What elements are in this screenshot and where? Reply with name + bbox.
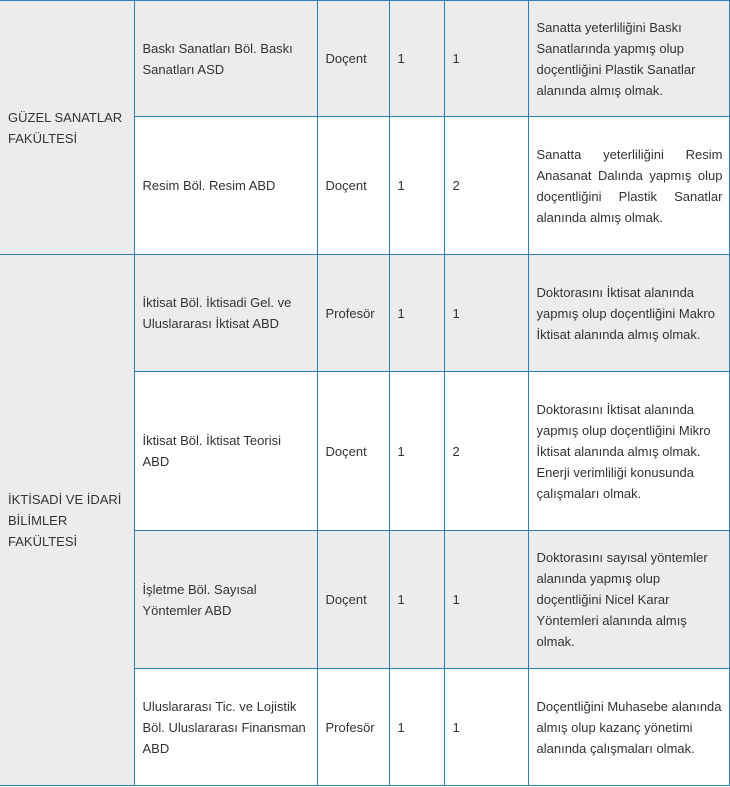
title-cell: Profesör	[317, 669, 389, 786]
count-cell: 1	[389, 255, 444, 372]
table-row	[0, 1, 729, 117]
requirement-cell: Doktorasını İktisat alanında yapmış olup doçentliğini Mikro İktisat alanında almış olmak. Enerji verimliliği konusunda çalışmaları olmak.	[528, 372, 729, 531]
requirement-cell: Doktorasını sayısal yöntemler alanında yapmış olup doçentliğini Nicel Karar Yöntemleri alanında almış olmak.	[528, 531, 729, 669]
count-cell: 1	[389, 372, 444, 531]
requirement-cell: Doçentliğini Muhasebe alanında almış olup kazanç yönetimi alanında çalışmaları olmak.	[528, 669, 729, 786]
title-cell: Doçent	[317, 117, 389, 255]
faculty-name: İKTİSADİ VE İDARİ BİLİMLER FAKÜLTESİ	[0, 255, 134, 786]
no-cell: 1	[444, 255, 528, 372]
requirement-cell: Doktorasını İktisat alanında yapmış olup doçentliğini Makro İktisat alanında almış olmak.	[528, 255, 729, 372]
department-cell: İşletme Böl. Sayısal Yöntemler ABD	[134, 531, 317, 669]
count-cell: 1	[389, 531, 444, 669]
title-cell: Doçent	[317, 1, 389, 117]
faculty-name: GÜZEL SANATLAR FAKÜLTESİ	[0, 1, 134, 255]
no-cell: 1	[444, 1, 528, 117]
no-cell: 2	[444, 117, 528, 255]
no-cell: 1	[444, 531, 528, 669]
count-cell: 1	[389, 117, 444, 255]
count-cell: 1	[389, 669, 444, 786]
no-cell: 1	[444, 669, 528, 786]
department-cell: Baskı Sanatları Böl. Baskı Sanatları ASD	[134, 1, 317, 117]
table-row	[0, 255, 729, 372]
count-cell: 1	[389, 1, 444, 117]
title-cell: Profesör	[317, 255, 389, 372]
department-cell: İktisat Böl. İktisat Teorisi ABD	[134, 372, 317, 531]
requirement-cell: Sanatta yeterliliğini Baskı Sanatlarında yapmış olup doçentliğini Plastik Sanatlar alanında almış olmak.	[528, 1, 729, 117]
department-cell: İktisat Böl. İktisadi Gel. ve Uluslararası İktisat ABD	[134, 255, 317, 372]
no-cell: 2	[444, 372, 528, 531]
department-cell: Uluslararası Tic. ve Lojistik Böl. Uluslararası Finansman ABD	[134, 669, 317, 786]
department-cell: Resim Böl. Resim ABD	[134, 117, 317, 255]
requirement-cell: Sanatta yeterliliğini Resim Anasanat Dalında yapmış olup doçentliğini Plastik Sanatlar alanında almış olmak.	[528, 117, 729, 255]
title-cell: Doçent	[317, 531, 389, 669]
title-cell: Doçent	[317, 372, 389, 531]
